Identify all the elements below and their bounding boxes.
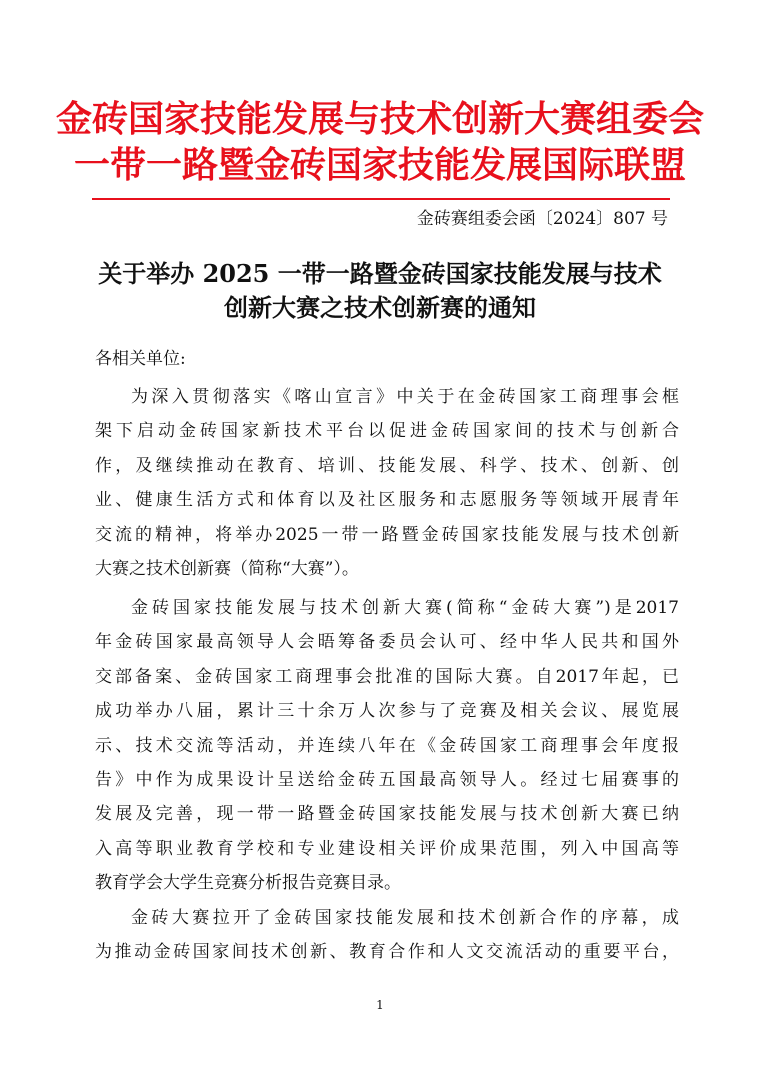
paragraph-line: 金砖国家技能发展与技术创新大赛(简称“金砖大赛”)是2017 bbox=[131, 598, 679, 618]
paragraph-line: 告》中作为成果设计呈送给金砖五国最高领导人。经过七届赛事的 bbox=[95, 770, 679, 791]
paragraph-line: 作，及继续推动在教育、培训、技能发展、科学、技术、创新、创 bbox=[95, 455, 679, 476]
paragraph-line: 交流的精神，将举办2025一带一路暨金砖国家技能发展与技术创新 bbox=[95, 524, 679, 545]
paragraph-line: 教育学会大学生竞赛分析报告竞赛目录。 bbox=[95, 873, 401, 894]
document-number: 金砖赛组委会函〔2024〕807 号 bbox=[416, 209, 668, 229]
paragraph-line: 架下启动金砖国家新技术平台以促进金砖国家间的技术与创新合 bbox=[95, 421, 679, 442]
red-divider-rule bbox=[92, 198, 670, 200]
paragraph-2 bbox=[95, 591, 679, 901]
paragraph-line: 入高等职业教育学校和专业建设相关评价成果范围，列入中国高等 bbox=[95, 838, 679, 859]
paragraph-line: 发展及完善，现一带一路暨金砖国家技能发展与技术创新大赛已纳 bbox=[95, 804, 679, 825]
salutation: 各相关单位: bbox=[95, 349, 186, 369]
paragraph-line: 年金砖国家最高领导人会晤筹备委员会认可、经中华人民共和国外 bbox=[95, 632, 679, 653]
issuing-org-line-2: 一带一路暨金砖国家技能发展国际联盟 bbox=[73, 145, 686, 186]
paragraph-line: 大赛之技术创新赛（简称“大赛”）。 bbox=[95, 559, 359, 580]
page-number: 1 bbox=[376, 998, 384, 1012]
paragraph-line: 金砖大赛拉开了金砖国家技能发展和技术创新合作的序幕，成 bbox=[131, 908, 679, 928]
paragraph-line: 交部备案、金砖国家工商理事会批准的国际大赛。自2017年起，已 bbox=[95, 666, 679, 687]
paragraph-line: 示、技术交流等活动，并连续八年在《金砖国家工商理事会年度报 bbox=[95, 735, 679, 756]
paragraph-3 bbox=[95, 901, 679, 970]
issuing-org-line-1: 金砖国家技能发展与技术创新大赛组委会 bbox=[55, 99, 704, 140]
notice-title-line-2: 创新大赛之技术创新赛的通知 bbox=[224, 293, 536, 322]
paragraph-line: 业、健康生活方式和体育以及社区服务和志愿服务等领域开展青年 bbox=[95, 490, 679, 511]
paragraph-line: 成功举办八届，累计三十余万人次参与了竞赛及相关会议、展览展 bbox=[95, 701, 679, 722]
paragraph-line: 为深入贯彻落实《喀山宣言》中关于在金砖国家工商理事会框 bbox=[131, 387, 679, 407]
notice-title-line-1: 关于举办 2025 一带一路暨金砖国家技能发展与技术 bbox=[98, 259, 662, 288]
paragraph-line: 为推动金砖国家间技术创新、教育合作和人文交流活动的重要平台， bbox=[95, 942, 679, 963]
paragraph-1 bbox=[95, 380, 679, 586]
